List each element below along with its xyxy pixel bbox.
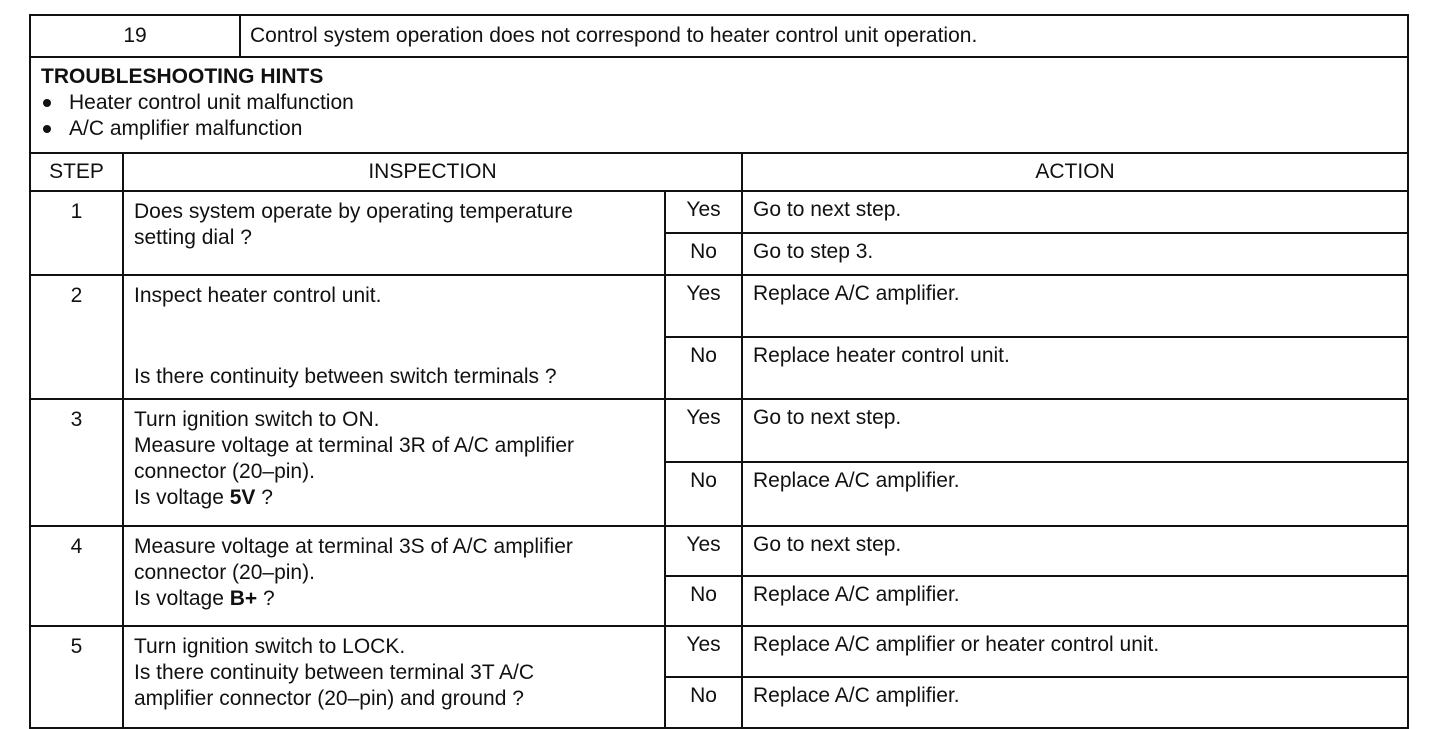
column-header-step: STEP <box>30 153 123 191</box>
yes-action: Go to next step. <box>742 526 1408 576</box>
hints-title: TROUBLESHOOTING HINTS <box>41 65 324 88</box>
step-number: 1 <box>30 191 123 275</box>
inspection-line: setting dial ? <box>134 226 252 249</box>
header-row <box>30 15 1408 57</box>
yes-label: Yes <box>665 399 742 462</box>
yes-action: Go to next step. <box>742 399 1408 462</box>
inspection-cell <box>123 626 665 728</box>
step-number: 3 <box>30 399 123 526</box>
inspection-line: Inspect heater control unit. <box>134 284 382 307</box>
no-action: Go to step 3. <box>742 233 1408 275</box>
yes-action: Replace A/C amplifier. <box>742 275 1408 337</box>
hint-text: Heater control unit malfunction <box>69 91 354 114</box>
inspection-cell <box>123 526 665 626</box>
hint-text: A/C amplifier malfunction <box>69 117 303 140</box>
no-action: Replace heater control unit. <box>742 337 1408 399</box>
inspection-cell <box>123 275 665 399</box>
no-label: No <box>665 337 742 399</box>
inspection-line: Turn ignition switch to LOCK. <box>134 635 406 658</box>
yes-label: Yes <box>665 191 742 233</box>
yes-label: Yes <box>665 275 742 337</box>
inspection-cell <box>123 399 665 526</box>
inspection-cell <box>123 191 665 275</box>
column-header-row <box>30 153 1408 191</box>
yes-label: Yes <box>665 626 742 677</box>
yes-action: Replace A/C amplifier or heater control unit. <box>742 626 1408 677</box>
step-number: 5 <box>30 626 123 728</box>
yes-label: Yes <box>665 526 742 576</box>
procedure-number: 19 <box>30 15 240 57</box>
bullet-icon <box>43 99 51 107</box>
step-row <box>30 275 1408 337</box>
step-row <box>30 626 1408 677</box>
inspection-question <box>134 586 654 612</box>
procedure-title: Control system operation does not correspond to heater control unit operation. <box>240 15 1408 57</box>
inspection-question: Is there continuity between switch terminals ? <box>134 365 557 388</box>
inspection-line: Measure voltage at terminal 3S of A/C amplifier <box>134 535 573 558</box>
troubleshooting-table <box>29 14 1409 729</box>
bullet-icon <box>43 125 51 133</box>
inspection-question <box>134 485 654 511</box>
inspection-line: Turn ignition switch to ON. <box>134 408 380 431</box>
column-header-action: ACTION <box>742 153 1408 191</box>
question-value: 5V <box>229 486 256 509</box>
inspection-line: Does system operate by operating temperature <box>134 200 573 223</box>
step-number: 4 <box>30 526 123 626</box>
hint-item <box>41 90 1397 116</box>
hints-section <box>30 57 1408 153</box>
no-action: Replace A/C amplifier. <box>742 462 1408 526</box>
troubleshooting-sheet <box>29 14 1407 715</box>
no-action: Replace A/C amplifier. <box>742 576 1408 626</box>
question-suffix: ? <box>257 587 275 610</box>
inspection-line: amplifier connector (20–pin) and ground ? <box>134 687 524 710</box>
hints-row <box>30 57 1408 153</box>
hint-item <box>41 116 1397 142</box>
step-row <box>30 191 1408 233</box>
no-label: No <box>665 462 742 526</box>
step-number: 2 <box>30 275 123 399</box>
question-value: B+ <box>229 587 258 610</box>
no-label: No <box>665 576 742 626</box>
inspection-line: Is there continuity between terminal 3T A/C <box>134 661 534 684</box>
yes-action: Go to next step. <box>742 191 1408 233</box>
question-prefix: Is voltage <box>134 587 230 610</box>
step-row <box>30 526 1408 576</box>
inspection-line: connector (20–pin). <box>134 561 315 584</box>
question-prefix: Is voltage <box>134 486 230 509</box>
no-label: No <box>665 677 742 728</box>
inspection-line: connector (20–pin). <box>134 460 315 483</box>
inspection-line: Measure voltage at terminal 3R of A/C amplifier <box>134 434 575 457</box>
column-header-inspection: INSPECTION <box>123 153 742 191</box>
question-suffix: ? <box>255 486 273 509</box>
step-row <box>30 399 1408 462</box>
no-action: Replace A/C amplifier. <box>742 677 1408 728</box>
no-label: No <box>665 233 742 275</box>
